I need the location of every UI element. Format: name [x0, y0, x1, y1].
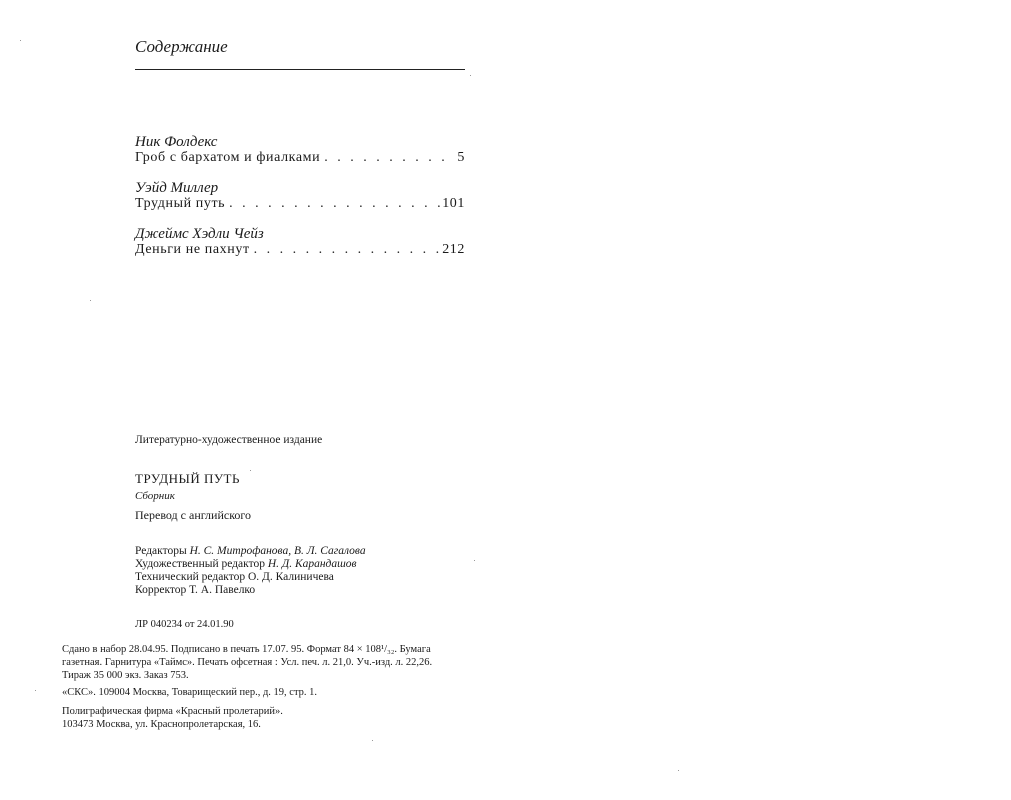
toc-work-title: Трудный путь [135, 196, 226, 211]
credits-block [135, 545, 366, 597]
license-number: ЛР 040234 от 24.01.90 [135, 619, 234, 630]
toc-page-number: 212 [442, 242, 465, 257]
printer-line: Полиграфическая фирма «Красный пролетарий». [62, 706, 283, 717]
credit-name: Н. Д. Карандашов [267, 558, 357, 570]
toc-page-number: 101 [442, 196, 465, 211]
credit-name: Т. А. Павелко [189, 584, 256, 596]
credit-role: Технический редактор [135, 571, 246, 583]
toc-entry [135, 180, 465, 212]
credit-role: Редакторы [135, 545, 187, 557]
toc-leader-dots [225, 196, 442, 212]
scan-speck [90, 300, 91, 301]
toc-entry [135, 226, 465, 258]
print-details-line: Сдано в набор 28.04.95. Подписано в печать 17.07. 95. Формат 84 × 108¹/₃₂. Бумага [62, 644, 431, 655]
credit-role: Корректор [135, 584, 187, 596]
credit-line [135, 571, 366, 584]
scan-speck [470, 75, 471, 76]
credit-line [135, 558, 366, 571]
publisher-address: «СКС». 109004 Москва, Товарищеский пер., д. 19, стр. 1. [62, 687, 318, 698]
toc-line [135, 196, 465, 212]
toc-entry [135, 134, 465, 166]
credit-line [135, 584, 366, 597]
scan-speck [474, 560, 475, 561]
scan-speck [250, 470, 251, 471]
credit-name: Н. С. Митрофанова, В. Л. Сагалова [189, 545, 366, 557]
toc-work-title: Деньги не пахнут [135, 242, 250, 257]
credit-name: О. Д. Калиничева [248, 571, 334, 583]
print-details-line: Тираж 35 000 экз. Заказ 753. [62, 670, 189, 681]
print-details [62, 643, 477, 682]
toc-leader-dots [320, 150, 447, 166]
left-page [0, 0, 500, 800]
scan-speck [20, 40, 21, 41]
scan-speck [678, 770, 679, 771]
scan-speck [35, 690, 36, 691]
print-details-line: газетная. Гарнитура «Таймс». Печать офсетная : Усл. печ. л. 21,0. Уч.-изд. л. 22,26. [62, 657, 433, 668]
credit-role: Художественный редактор [135, 558, 265, 570]
printer-info [62, 705, 477, 731]
printer-line: 103473 Москва, ул. Краснопролетарская, 16. [62, 719, 261, 730]
translation-note: Перевод с английского [135, 508, 252, 522]
scan-speck [372, 740, 373, 741]
toc-work-title: Гроб с бархатом и фиалками [135, 150, 321, 165]
toc-line [135, 150, 465, 166]
toc-line [135, 242, 465, 258]
toc-page-number: 5 [457, 150, 465, 165]
toc-author: Уэйд Миллер [135, 180, 219, 196]
toc-author: Ник Фолдекс [135, 134, 218, 150]
toc-author: Джеймс Хэдли Чейз [135, 226, 264, 242]
toc-title: Содержание [135, 37, 228, 56]
edition-type: Литературно-художественное издание [135, 434, 323, 446]
book-title: ТРУДНЫЙ ПУТЬ [135, 471, 240, 486]
book-genre: Сборник [135, 490, 175, 502]
credit-line [135, 545, 366, 558]
toc-leader-dots [250, 242, 443, 258]
toc-divider [135, 69, 465, 70]
